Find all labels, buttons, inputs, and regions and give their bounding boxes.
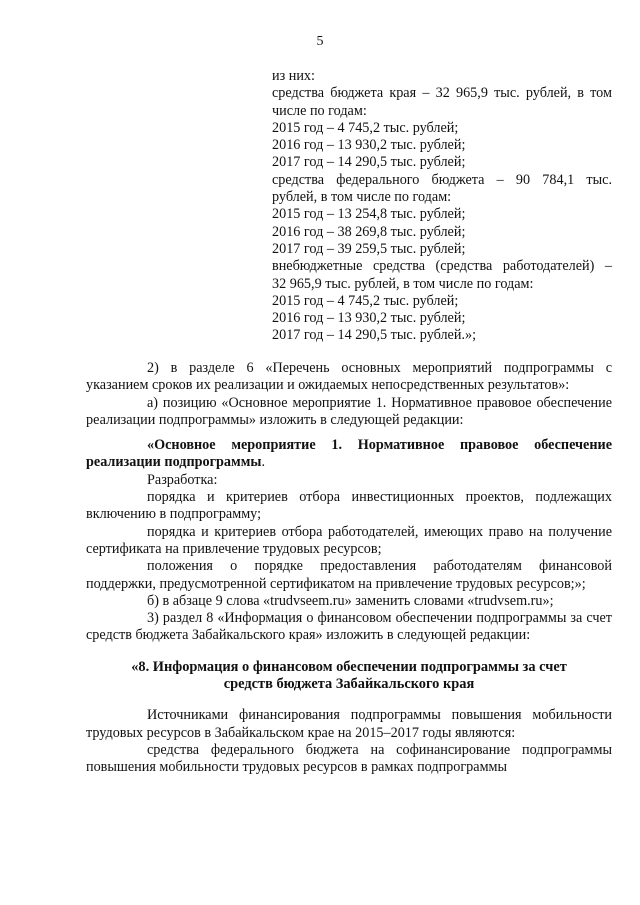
funding-line: 2017 год – 39 259,5 тыс. рублей; (272, 240, 466, 257)
paragraph-main-activity: «Основное мероприятие 1. Нормативное правовое обеспечение реализации подпрограммы. (86, 437, 612, 471)
funding-line: 2015 год – 13 254,8 тыс. рублей; (272, 206, 466, 223)
section-heading-line2: средств бюджета Забайкальского края (223, 676, 475, 693)
paragraph-section8: 3) раздел 8 «Информация о финансовом обеспечении подпрограммы за счет средств бюджета Забайкальского края» изложить в следующей редакции: (86, 610, 612, 644)
funding-line: 2017 год – 14 290,5 тыс. рублей; (272, 154, 466, 171)
funding-line: 2016 год – 13 930,2 тыс. рублей; (272, 137, 466, 154)
paragraph-item-b: б) в абзаце 9 слова «trudvseem.ru» заменить словами «trudvsem.ru»; (147, 592, 554, 609)
funding-line: 2015 год – 4 745,2 тыс. рублей; (272, 119, 459, 136)
page-number: 5 (316, 34, 324, 49)
funding-line: 32 965,9 тыс. рублей, в том числе по годам: (272, 275, 534, 292)
funding-line: внебюджетные средства (средства работодателей) – (272, 258, 612, 275)
main-activity-title: «Основное мероприятие 1. Нормативное правовое обеспечение реализации подпрограммы (86, 437, 612, 471)
paragraph-sources: Источниками финансирования подпрограммы повышения мобильности трудовых ресурсов в Забайкальском крае на 2015–2017 годы являются: (86, 707, 612, 741)
document-body (86, 360, 612, 777)
paragraph-development: Разработка: (147, 471, 218, 488)
funding-line: 2016 год – 38 269,8 тыс. рублей; (272, 223, 466, 240)
funding-line: 2016 год – 13 930,2 тыс. рублей; (272, 310, 466, 327)
funding-line: 2015 год – 4 745,2 тыс. рублей; (272, 292, 459, 309)
paragraph-order-investment: порядка и критериев отбора инвестиционных проектов, подлежащих включению в подпрограмму; (86, 489, 612, 523)
funding-line: рублей, в том числе по годам: (272, 189, 452, 206)
section-heading-line1: «8. Информация о финансовом обеспечении подпрограммы за счет (131, 658, 567, 675)
paragraph-section6: 2) в разделе 6 «Перечень основных мероприятий подпрограммы с указанием сроков их реализации и ожидаемых непосредственных результатов»: (86, 360, 612, 394)
funding-line: средства федерального бюджета – 90 784,1 тыс. (272, 171, 612, 188)
paragraph-order-employers: порядка и критериев отбора работодателей, имеющих право на получение сертификата на привлечение трудовых ресурсов; (86, 523, 612, 557)
funding-line: средства бюджета края – 32 965,9 тыс. рублей, в том (272, 85, 612, 102)
paragraph-item-a: а) позицию «Основное мероприятие 1. Нормативное правовое обеспечение реализации подпрограммы» изложить в следующей редакции: (86, 394, 612, 428)
paragraph-regulation: положения о порядке предоставления работодателям финансовой поддержки, предусмотренной сертификатом на привлечение трудовых ресурсов;»; (86, 558, 612, 592)
paragraph-federal-funds: средства федерального бюджета на софинансирование подпрограммы повышения мобильности трудовых ресурсов в рамках подпрограммы (86, 741, 612, 776)
funding-line: 2017 год – 14 290,5 тыс. рублей.»; (272, 327, 477, 344)
funding-block (272, 68, 612, 345)
funding-line: из них: (272, 68, 315, 84)
funding-line: числе по годам: (272, 102, 367, 119)
